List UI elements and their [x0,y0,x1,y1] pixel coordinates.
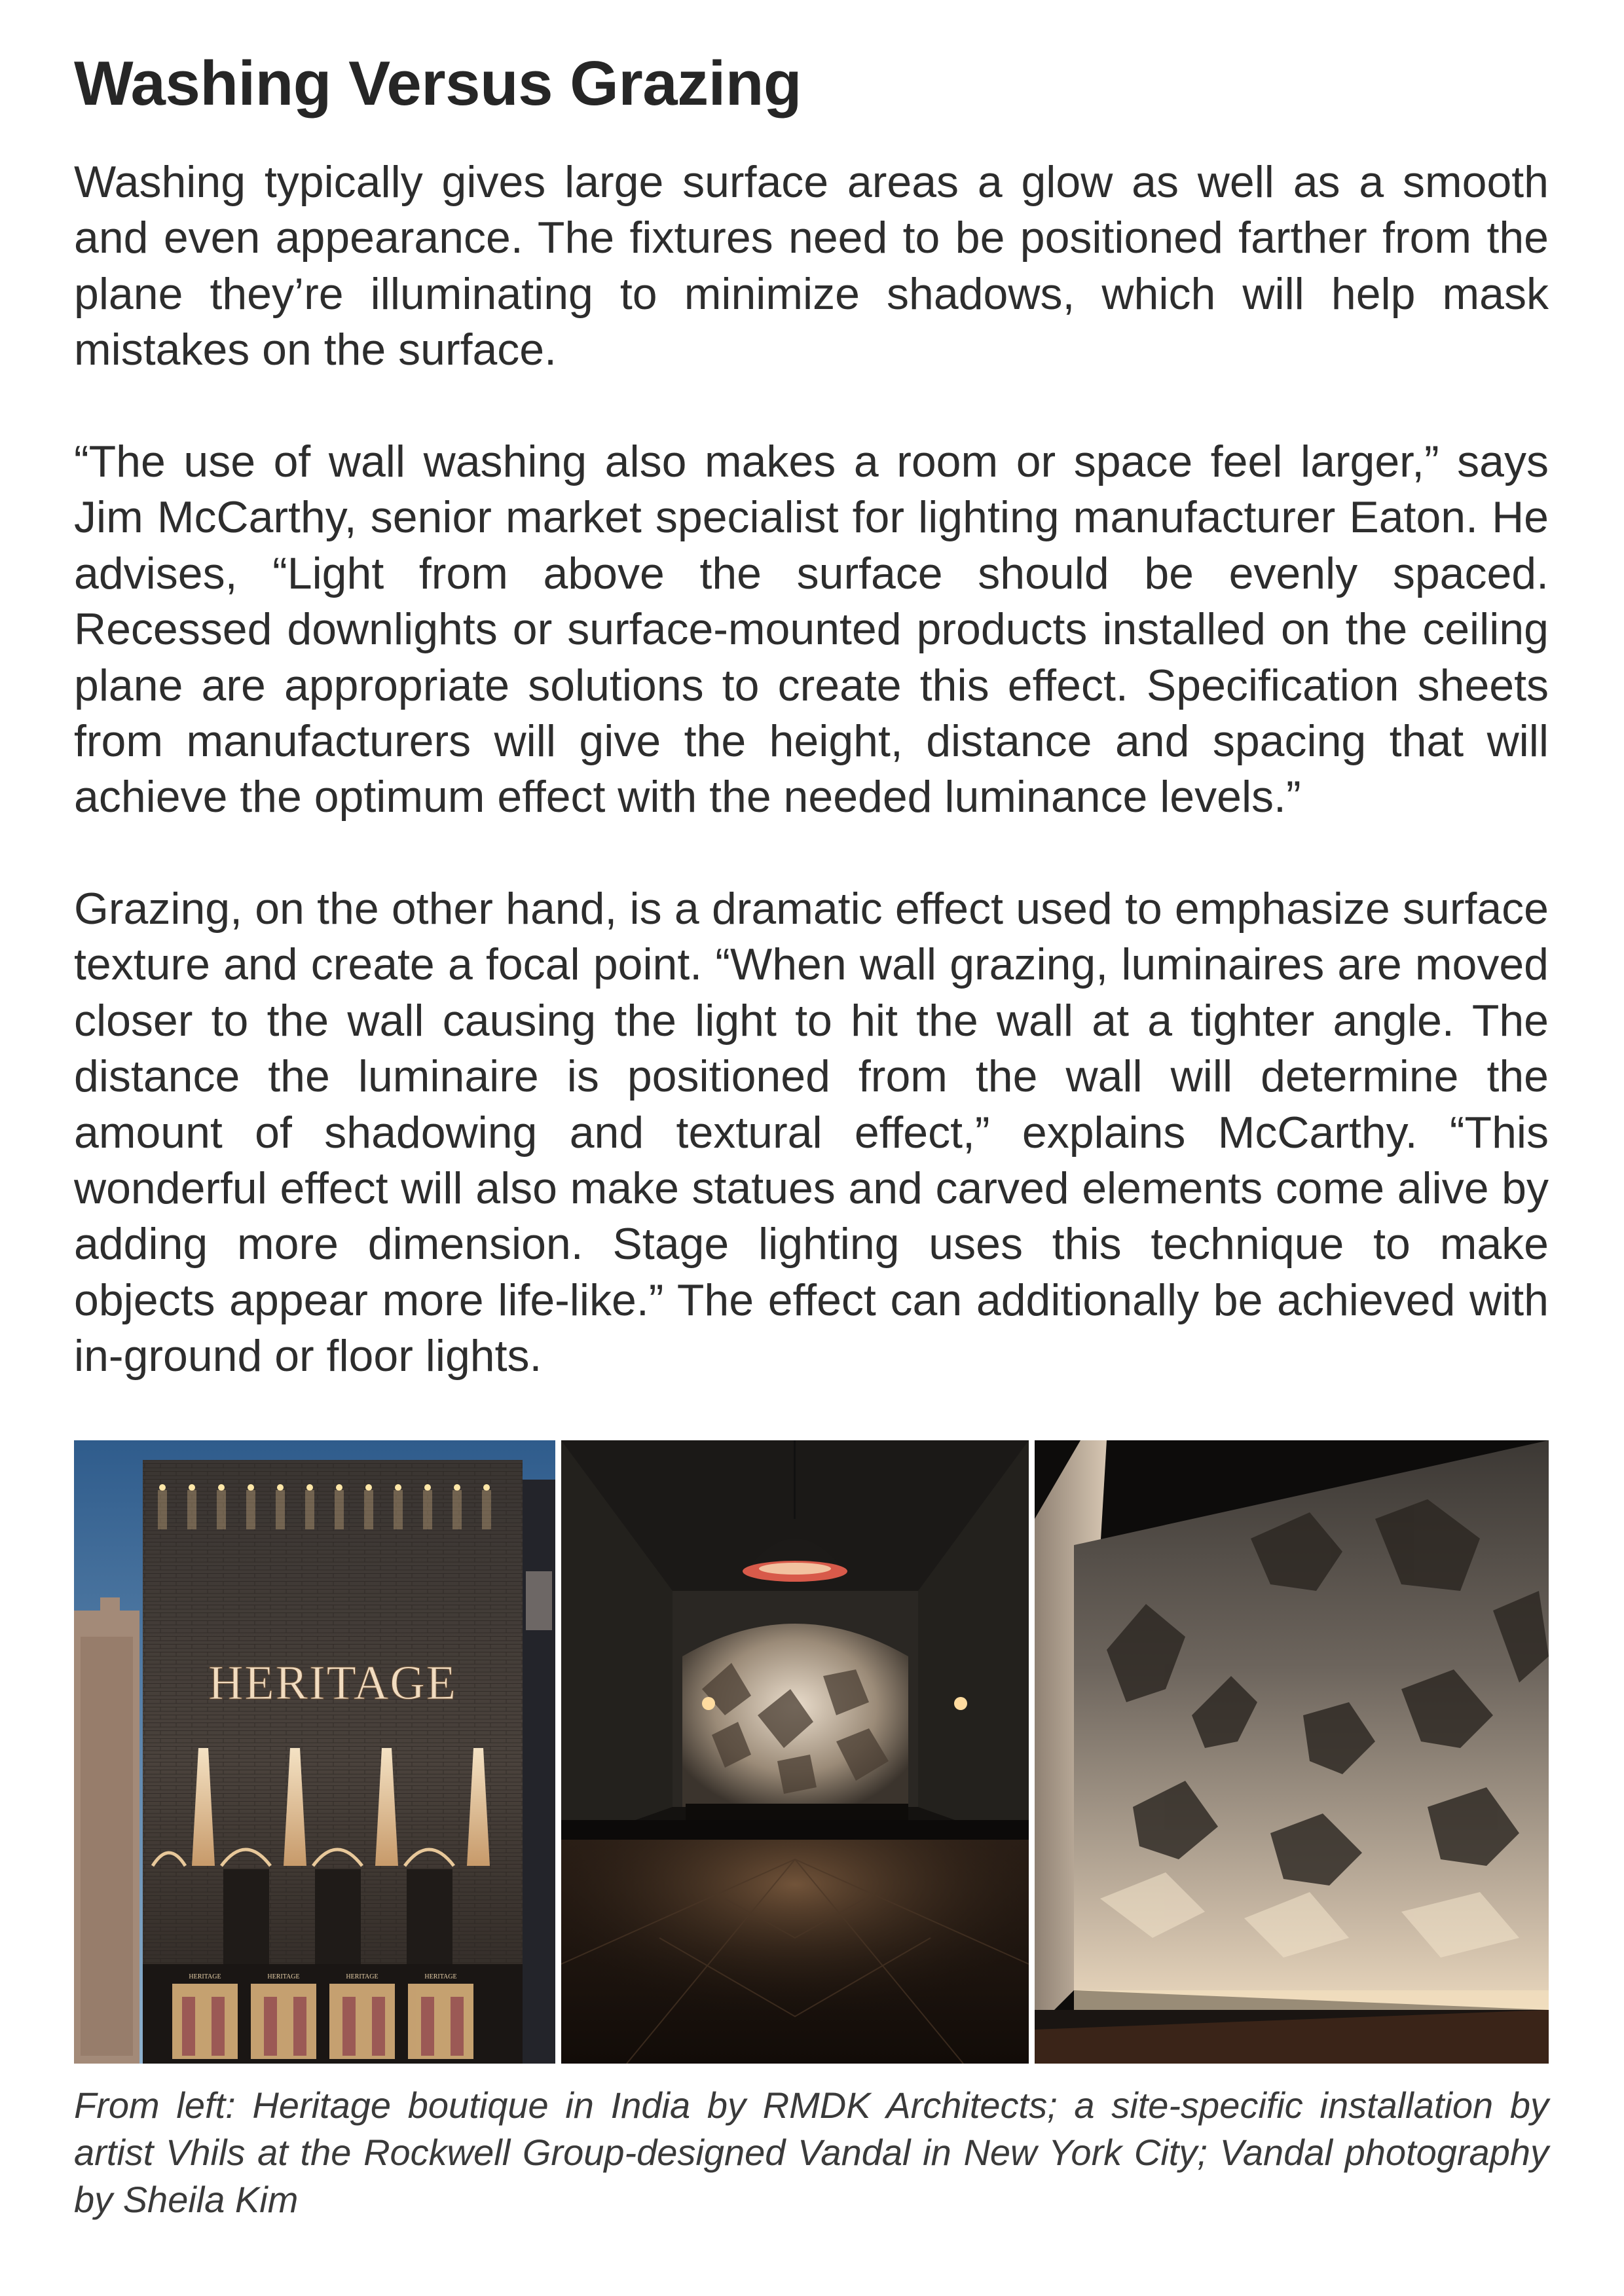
heritage-boutique-photo [74,1440,555,2064]
shop-sign-4: HERITAGE [424,1973,457,1980]
paragraph-mccarthy-quote: “The use of wall washing also makes a room or space feel larger,” says Jim McCarthy, senior market specialist for lighting manufacturer Eaton. He advises, “Light from above the surface should be evenly spaced. Recessed downlights or surface-mounted products installed on the ceiling plane are appropriate solutions to create this effect. Specification sheets from manufacturers will give the height, distance and spacing that will achieve the optimum effect with the needed luminance levels.” [74,437,1549,822]
vandal-interior-illustration [561,1440,1029,2064]
photo-caption: From left: Heritage boutique in India by RMDK Architects; a site-specific installation by artist Vhils at the Rockwell Group-designed Vandal in New York City; Vandal photography by Sheila Kim [74,2085,1549,2220]
paragraph-grazing: Grazing, on the other hand, is a dramatic effect used to emphasize surface texture and create a focal point. “When wall grazing, luminaires are moved closer to the wall causing the light to hit the wall at a tighter angle. The distance the luminaire is positioned from the wall will determine the amount of shadowing and textural effect,” explains McCarthy. “This wonderful effect will also make statues and carved elements come alive by adding more dimension. Stage lighting uses this technique to make objects appear more life-like.” The effect can additionally be achieved with in-ground or floor lights. [74,884,1549,1381]
vandal-grazed-wall-photo [1035,1440,1549,2064]
vandal-interior-photo [561,1440,1029,2064]
heritage-facade-illustration [74,1440,555,2064]
shop-sign-3: HERITAGE [346,1973,378,1980]
grazed-wall-illustration [1035,1440,1549,2064]
shop-sign-2: HERITAGE [267,1973,300,1980]
paragraph-washing: Washing typically gives large surface areas a glow as well as a smooth and even appearance. The fixtures need to be positioned farther from the plane they’re illuminating to minimize shadows, which will help mask mistakes on the surface. [74,157,1549,375]
article-heading: Washing Versus Grazing [74,48,802,118]
photo-strip [74,1440,1549,2064]
shop-sign-1: HERITAGE [189,1973,221,1980]
heritage-sign-text: HERITAGE [208,1656,458,1710]
